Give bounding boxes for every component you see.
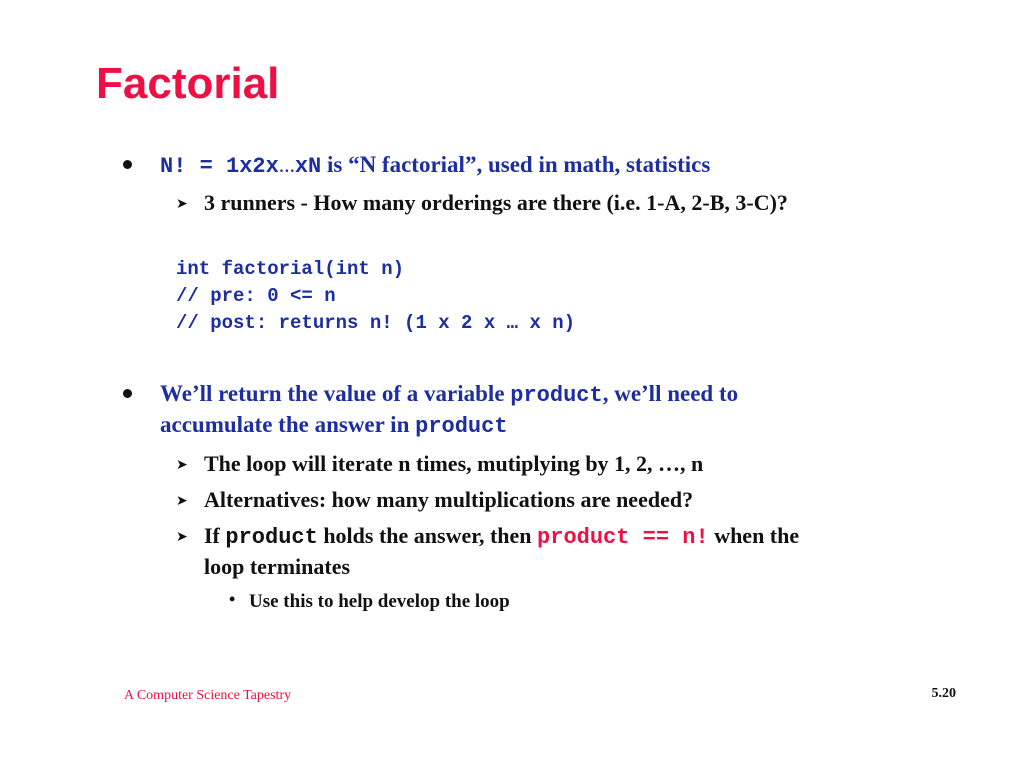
product-answer-line-1 [204,521,799,553]
slide-number: 5.20 [931,686,956,701]
sub3-text-a: If [204,523,226,548]
small-bullet-dot: • [229,589,236,609]
factorial-code-b: xN [294,154,322,179]
product-code-2: product [415,414,508,439]
develop-loop-text: Use this to help develop the loop [249,591,510,612]
product-equals-code: product == n! [537,525,709,550]
factorial-code-a: N! = 1x2x [160,154,279,179]
bullet-2-line-1 [160,379,738,411]
sub3-text-b: holds the answer, then [317,523,538,548]
factorial-description: is “N factorial”, used in math, statistics [321,152,711,177]
arrow-bullet-icon: ➤ [176,529,188,545]
bullet-2-line-2 [160,410,508,442]
bullet-2-text-b: , we’ll need to [602,381,739,406]
bullet-2-text-a: We’ll return the value of a variable [160,381,511,406]
bullet-dot-2 [123,389,132,398]
product-answer-line-2: loop terminates [204,554,351,579]
factorial-ellipsis: … [278,159,295,176]
slide-title: Factorial [96,59,280,108]
product-code-3: product [225,525,318,550]
bullet-2-text-c: accumulate the answer in [160,412,416,437]
arrow-bullet-icon: ➤ [176,457,188,473]
runners-question: 3 runners - How many orderings are there (i.e. 1-A, 2-B, 3-C)? [204,190,788,215]
code-line-2: // pre: 0 <= n [176,285,336,307]
arrow-bullet-icon: ➤ [176,493,188,509]
sub3-text-c: when the [708,523,800,548]
alternatives-text: Alternatives: how many multiplications are needed? [204,487,694,512]
code-line-1: int factorial(int n) [176,258,405,280]
bullet-1-text [160,150,710,183]
footer-source: A Computer Science Tapestry [124,688,292,703]
bullet-dot-1 [123,160,132,169]
product-code-1: product [510,383,603,408]
loop-iterate-text: The loop will iterate n times, mutiplying by 1, 2, …, n [204,451,704,476]
arrow-bullet-icon: ➤ [176,196,188,212]
code-line-3: // post: returns n! (1 x 2 x … x n) [176,312,576,334]
